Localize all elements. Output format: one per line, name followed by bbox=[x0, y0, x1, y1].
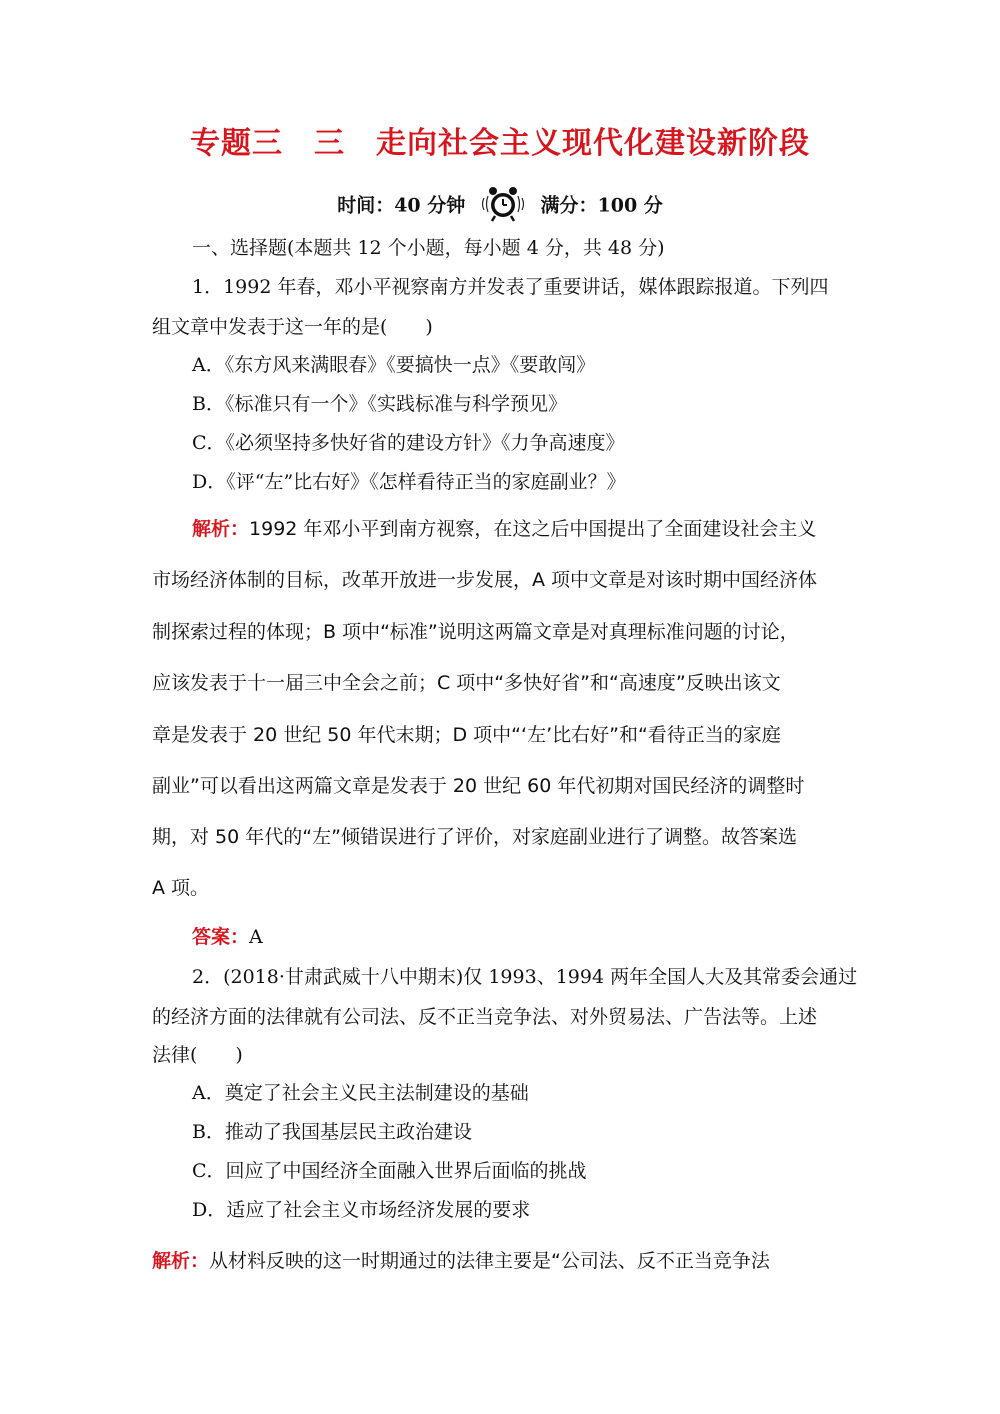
section-heading: 一、选择题(本题共 12 个小题，每小题 4 分，共 48 分) bbox=[192, 237, 665, 259]
q1-option-c: C．《必须坚持多快好省的建设方针》《力争高速度》 bbox=[192, 432, 625, 454]
alarm-clock-icon bbox=[478, 184, 528, 224]
answer-value: A bbox=[249, 926, 263, 948]
q2-option-b: B．推动了我国基层民主政治建设 bbox=[192, 1121, 472, 1143]
q1-analysis-line: A 项。 bbox=[152, 877, 210, 899]
time-limit: 时间：40 分钟 bbox=[337, 194, 466, 217]
q2-stem-line: 2．(2018·甘肃武威十八中期末)仅 1993、1994 两年全国人大及其常委会通过 bbox=[192, 966, 858, 988]
q1-option-b: B．《标准只有一个》《实践标准与科学预见》 bbox=[192, 393, 567, 415]
q1-analysis-line: 制探索过程的体现；B 项中“标准”说明这两篇文章是对真理标准问题的讨论， bbox=[152, 621, 799, 643]
q1-analysis-line: 期，对 50 年代的“左”倾错误进行了评价，对家庭副业进行了调整。故答案选 bbox=[152, 826, 797, 848]
q1-answer bbox=[192, 922, 263, 949]
answer-label: 答案： bbox=[192, 926, 250, 948]
q2-stem-line: 的经济方面的法律就有公司法、反不正当竞争法、对外贸易法、广告法等。上述 bbox=[152, 1006, 818, 1028]
q1-analysis-line: 章是发表于 20 世纪 50 年代末期；D 项中“‘左’比右好”和“看待正当的家庭 bbox=[152, 724, 781, 746]
q2-option-a: A．奠定了社会主义民主法制建设的基础 bbox=[192, 1082, 529, 1104]
q2-stem-line: 法律( ) bbox=[152, 1044, 243, 1066]
q1-analysis-line: 市场经济体制的目标，改革开放进一步发展，A 项中文章是对该时期中国经济体 bbox=[152, 569, 818, 591]
q2-option-d: D．适应了社会主义市场经济发展的要求 bbox=[192, 1199, 531, 1221]
analysis-label: 解析： bbox=[192, 518, 250, 540]
q1-analysis-line: 应该发表于十一届三中全会之前；C 项中“多快好省”和“高速度”反映出该文 bbox=[152, 672, 781, 694]
q1-analysis-line: 解析：1992 年邓小平到南方视察，在这之后中国提出了全面建设社会主义 bbox=[192, 518, 817, 540]
q2-option-c: C．回应了中国经济全面融入世界后面临的挑战 bbox=[192, 1160, 587, 1182]
q1-option-d: D．《评“左”比右好》《怎样看待正当的家庭副业？》 bbox=[192, 471, 626, 493]
full-score: 满分：100 分 bbox=[540, 194, 663, 217]
exam-meta bbox=[0, 184, 1000, 224]
page-title: 专题三 三 走向社会主义现代化建设新阶段 bbox=[190, 126, 810, 161]
q1-option-a: A．《东方风来满眼春》《要搞快一点》《要敢闯》 bbox=[192, 354, 596, 376]
q1-stem-line: 1．1992 年春，邓小平视察南方并发表了重要讲话，媒体跟踪报道。下列四 bbox=[192, 276, 829, 298]
q1-stem-line: 组文章中发表于这一年的是( ) bbox=[152, 316, 433, 338]
q1-analysis-line: 副业”可以看出这两篇文章是发表于 20 世纪 60 年代初期对国民经济的调整时 bbox=[152, 775, 805, 797]
analysis-label: 解析： bbox=[152, 1250, 210, 1272]
q2-analysis-line: 解析：从材料反映的这一时期通过的法律主要是“公司法、反不正当竞争法 bbox=[152, 1250, 770, 1272]
